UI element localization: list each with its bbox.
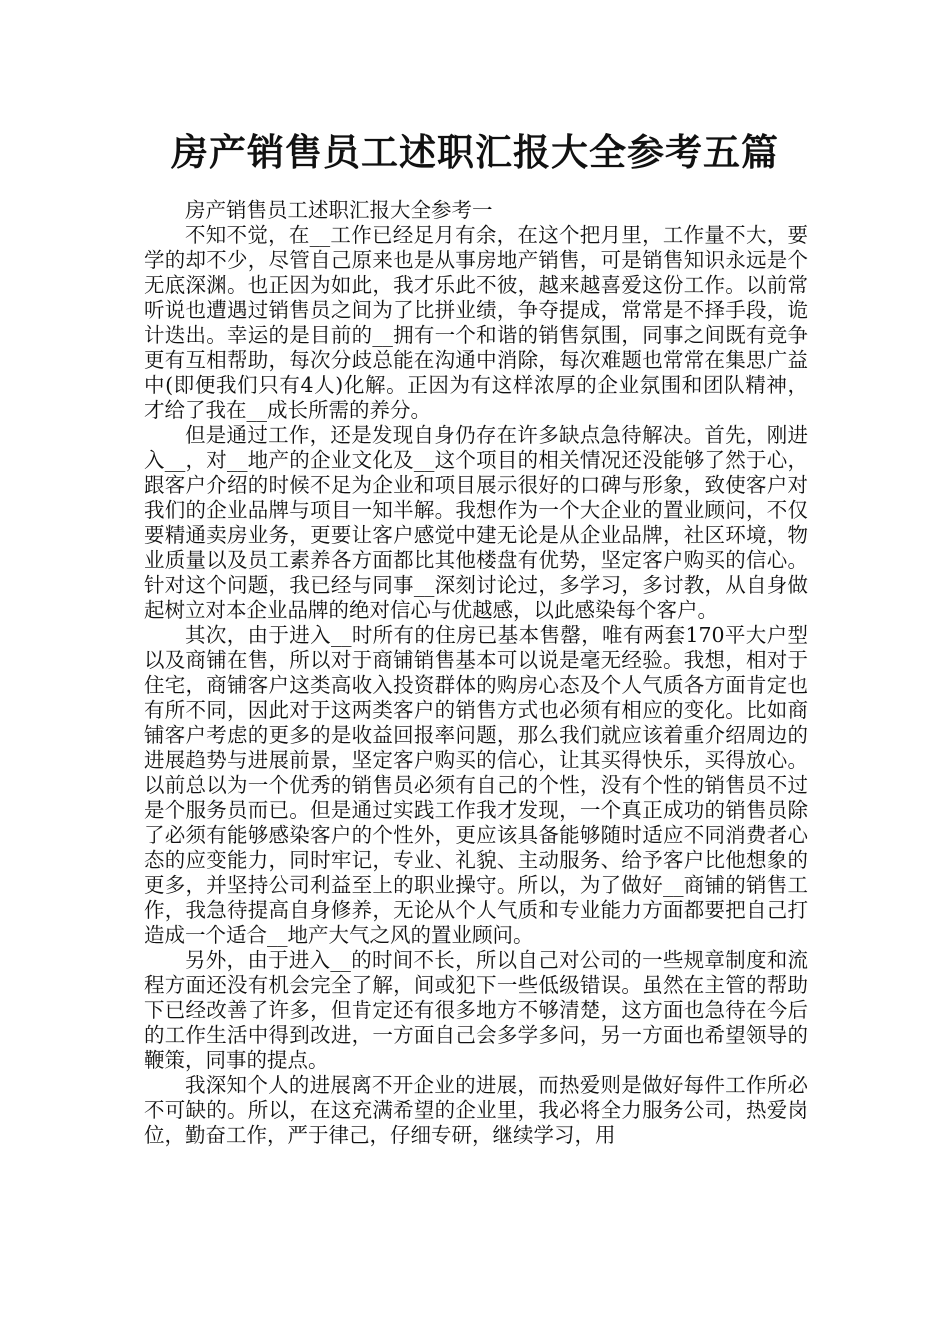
- document-title: 房产销售员工述职汇报大全参考五篇: [171, 131, 779, 174]
- paragraph-4: 另外，由于进入__的时间不长，所以自己对公司的一些规章制度和流程方面还没有机会完全了解，间或犯下一些低级错误。虽然在主管的帮助下已经改善了许多，但肯定还有很多地方不够清楚，这方面也急待在今后的工作生活中得到改进，一方面自己会多学多问，另一方面也希望领导的鞭策，同事的提点。: [144, 948, 808, 1072]
- paragraph-1: 不知不觉，在__工作已经足月有余，在这个把月里，工作量不大，要学的却不少，尽管自己原来也是从事房地产销售，可是销售知识永远是个无底深渊。也正因为如此，我才乐此不彼，越来越喜爱这份工作。以前常听说也遭遇过销售员之间为了比拼业绩，争夺提成，常常是不择手段，诡计迭出。幸运的是目前的__拥有一个和谐的销售氛围，同事之间既有竞争更有互相帮助，每次分歧总能在沟通中消除，每次难题也常常在集思广益中(即便我们只有4人)化解。正因为有这样浓厚的企业氛围和团队精神，才给了我在__成长所需的养分。: [144, 223, 808, 422]
- document-body: [144, 198, 808, 1148]
- paragraph-3: 其次，由于进入__时所有的住房已基本售罄，唯有两套170平大户型以及商铺在售，所以对于商铺销售基本可以说是毫无经验。我想，相对于住宅，商铺客户这类高收入投资群体的购房心态及个人气质各方面肯定也有所不同，因此对于这两类客户的销售方式也必须有相应的变化。比如商铺客户考虑的更多的是收益回报率问题，那么我们就应该着重介绍周边的进展趋势与进展前景，坚定客户购买的信心，让其买得快乐，买得放心。以前总以为一个优秀的销售员必须有自己的个性，没有个性的销售员不过是个服务员而已。但是通过实践工作我才发现，一个真正成功的销售员除了必须有能够感染客户的个性外，更应该具备能够随时适应不同消费者心态的应变能力，同时牢记，专业、礼貌、主动服务、给予客户比他想象的更多，并坚持公司利益至上的职业操守。所以，为了做好__商铺的销售工作，我急待提高自身修养，无论从个人气质和专业能力方面都要把自己打造成一个适合__地产大气之风的置业顾问。: [144, 623, 808, 947]
- paragraph-2: 但是通过工作，还是发现自身仍存在许多缺点急待解决。首先，刚进入__，对__地产的企业文化及__这个项目的相关情况还没能够了然于心，跟客户介绍的时候不足为企业和项目展示很好的口碑与形象，致使客户对我们的企业品牌与项目一知半解。我想作为一个大企业的置业顾问，不仅要精通卖房业务，更要让客户感觉中建无论是从企业品牌，社区环境，物业质量以及员工素养各方面都比其他楼盘有优势，坚定客户购买的信心。针对这个问题，我已经与同事__深刻讨论过，多学习，多讨教，从自身做起树立对本企业品牌的绝对信心与优越感，以此感染每个客户。: [144, 423, 808, 622]
- section-subheading: 房产销售员工述职汇报大全参考一: [185, 198, 493, 222]
- paragraph-5: 我深知个人的进展离不开企业的进展，而热爱则是做好每件工作所必不可缺的。所以，在这充满希望的企业里，我必将全力服务公司，热爱岗位，勤奋工作，严于律己，仔细专研，继续学习，用: [144, 1073, 808, 1147]
